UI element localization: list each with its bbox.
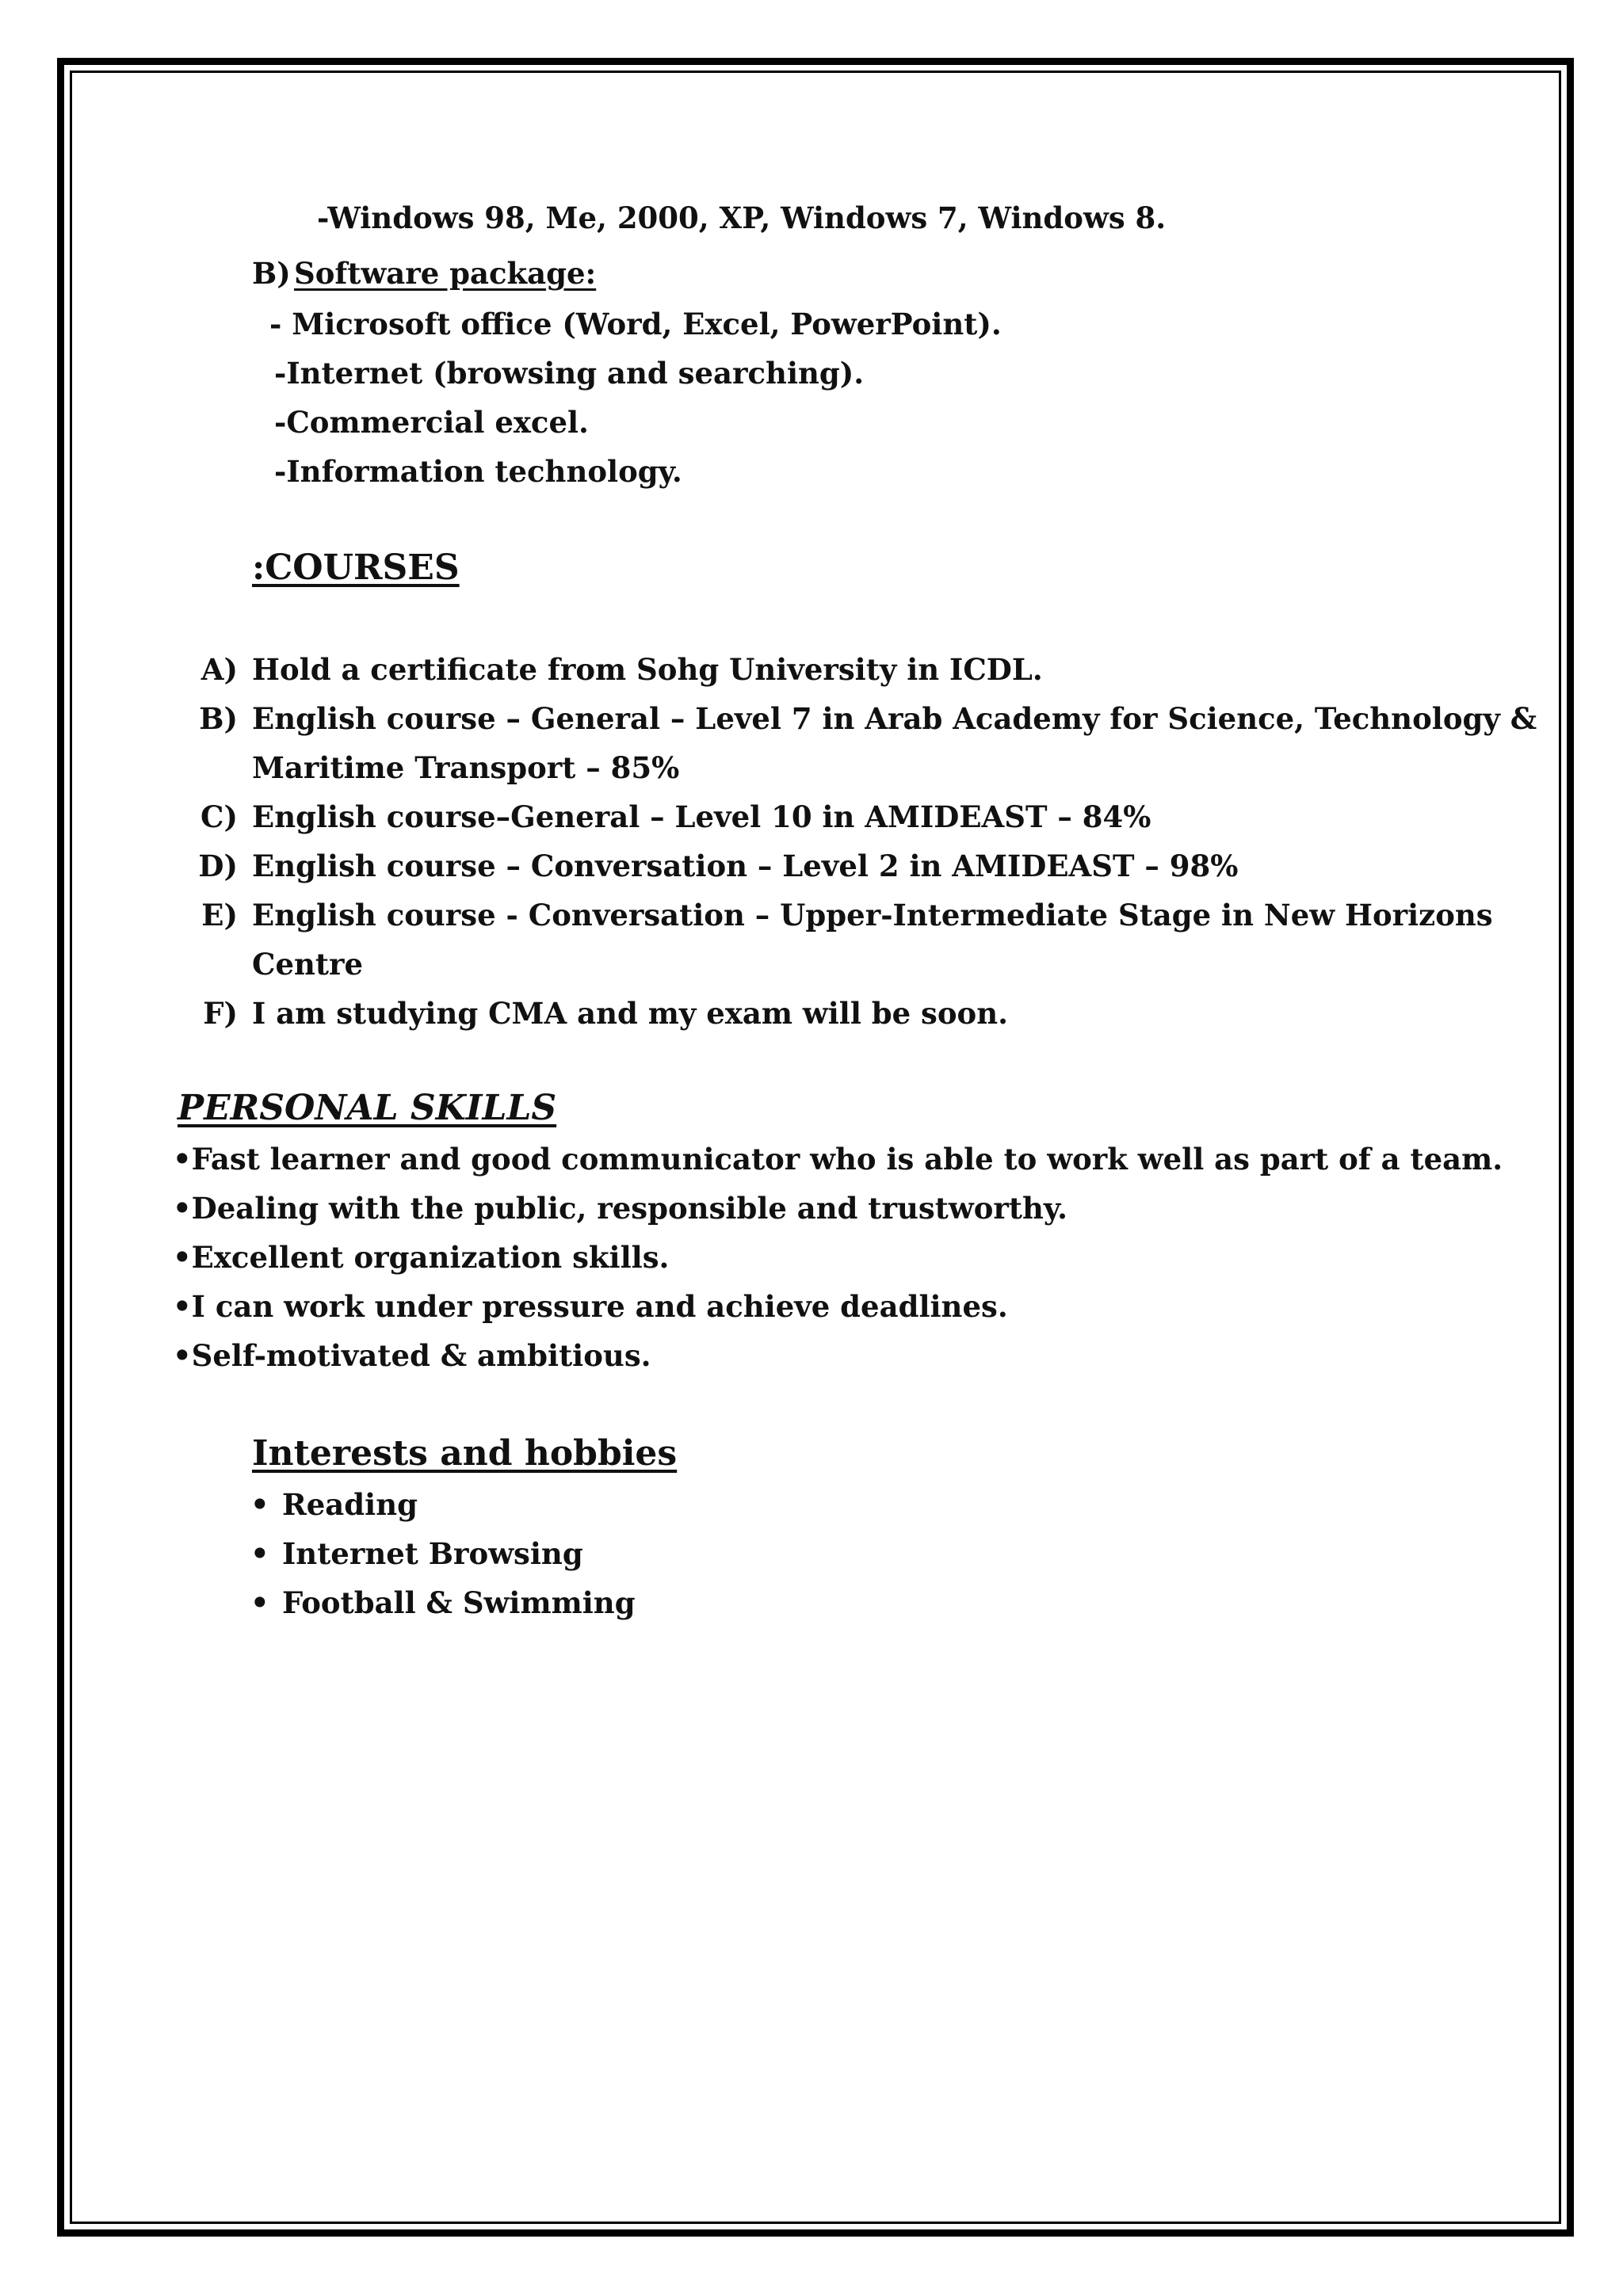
software-item-internet: -Internet (browsing and searching). [274,356,865,391]
course-e-line-1: English course - Conversation – Upper-Intermediate Stage in New Horizons [252,898,1493,933]
course-marker-a: A) [200,652,238,687]
interests-heading: Interests and hobbies [252,1433,678,1474]
interest-item-internet: Internet Browsing [282,1536,583,1571]
interest-item-reading: Reading [282,1487,418,1522]
course-b-line-2: Maritime Transport – 85% [252,750,680,785]
interest-item-sports: Football & Swimming [282,1585,636,1620]
course-marker-f: F) [203,996,238,1031]
software-item-office: - Microsoft office (Word, Excel, PowerPoint). [269,307,1002,341]
skill-item-pressure: •I can work under pressure and achieve deadlines. [173,1289,1008,1324]
skill-item-organization: •Excellent organization skills. [173,1240,670,1275]
software-item-excel: -Commercial excel. [274,405,589,440]
course-marker-e: E) [201,898,238,933]
software-item-it: -Information technology. [274,454,682,489]
software-marker: B) [252,256,291,291]
course-b-line-1: English course – General – Level 7 in Arab Academy for Science, Technology & [252,701,1537,736]
course-marker-d: D) [198,849,238,883]
course-f-line-1: I am studying CMA and my exam will be soon. [252,996,1009,1031]
os-versions-line: -Windows 98, Me, 2000, XP, Windows 7, Windows 8. [317,200,1167,235]
skill-item-self-motivated: •Self-motivated & ambitious. [173,1338,651,1373]
course-c-line-1: English course–General – Level 10 in AMIDEAST – 84% [252,799,1151,834]
interest-bullet-2: • [250,1536,269,1571]
skill-item-dealing-public: •Dealing with the public, responsible and trustworthy. [173,1191,1067,1226]
personal-skills-heading: PERSONAL SKILLS [178,1088,557,1128]
course-e-line-2: Centre [252,947,364,982]
interest-bullet-3: • [250,1585,269,1620]
course-marker-c: C) [200,799,238,834]
skill-item-fast-learner: •Fast learner and good communicator who is able to work well as part of a team. [173,1142,1503,1177]
software-title: Software package: [294,256,597,291]
course-a-line-1: Hold a certificate from Sohg University in ICDL. [252,652,1043,687]
course-d-line-1: English course – Conversation – Level 2 in AMIDEAST – 98% [252,849,1239,883]
interest-bullet-1: • [250,1487,269,1522]
courses-heading: :COURSES [252,547,460,588]
course-marker-b: B) [199,701,238,736]
